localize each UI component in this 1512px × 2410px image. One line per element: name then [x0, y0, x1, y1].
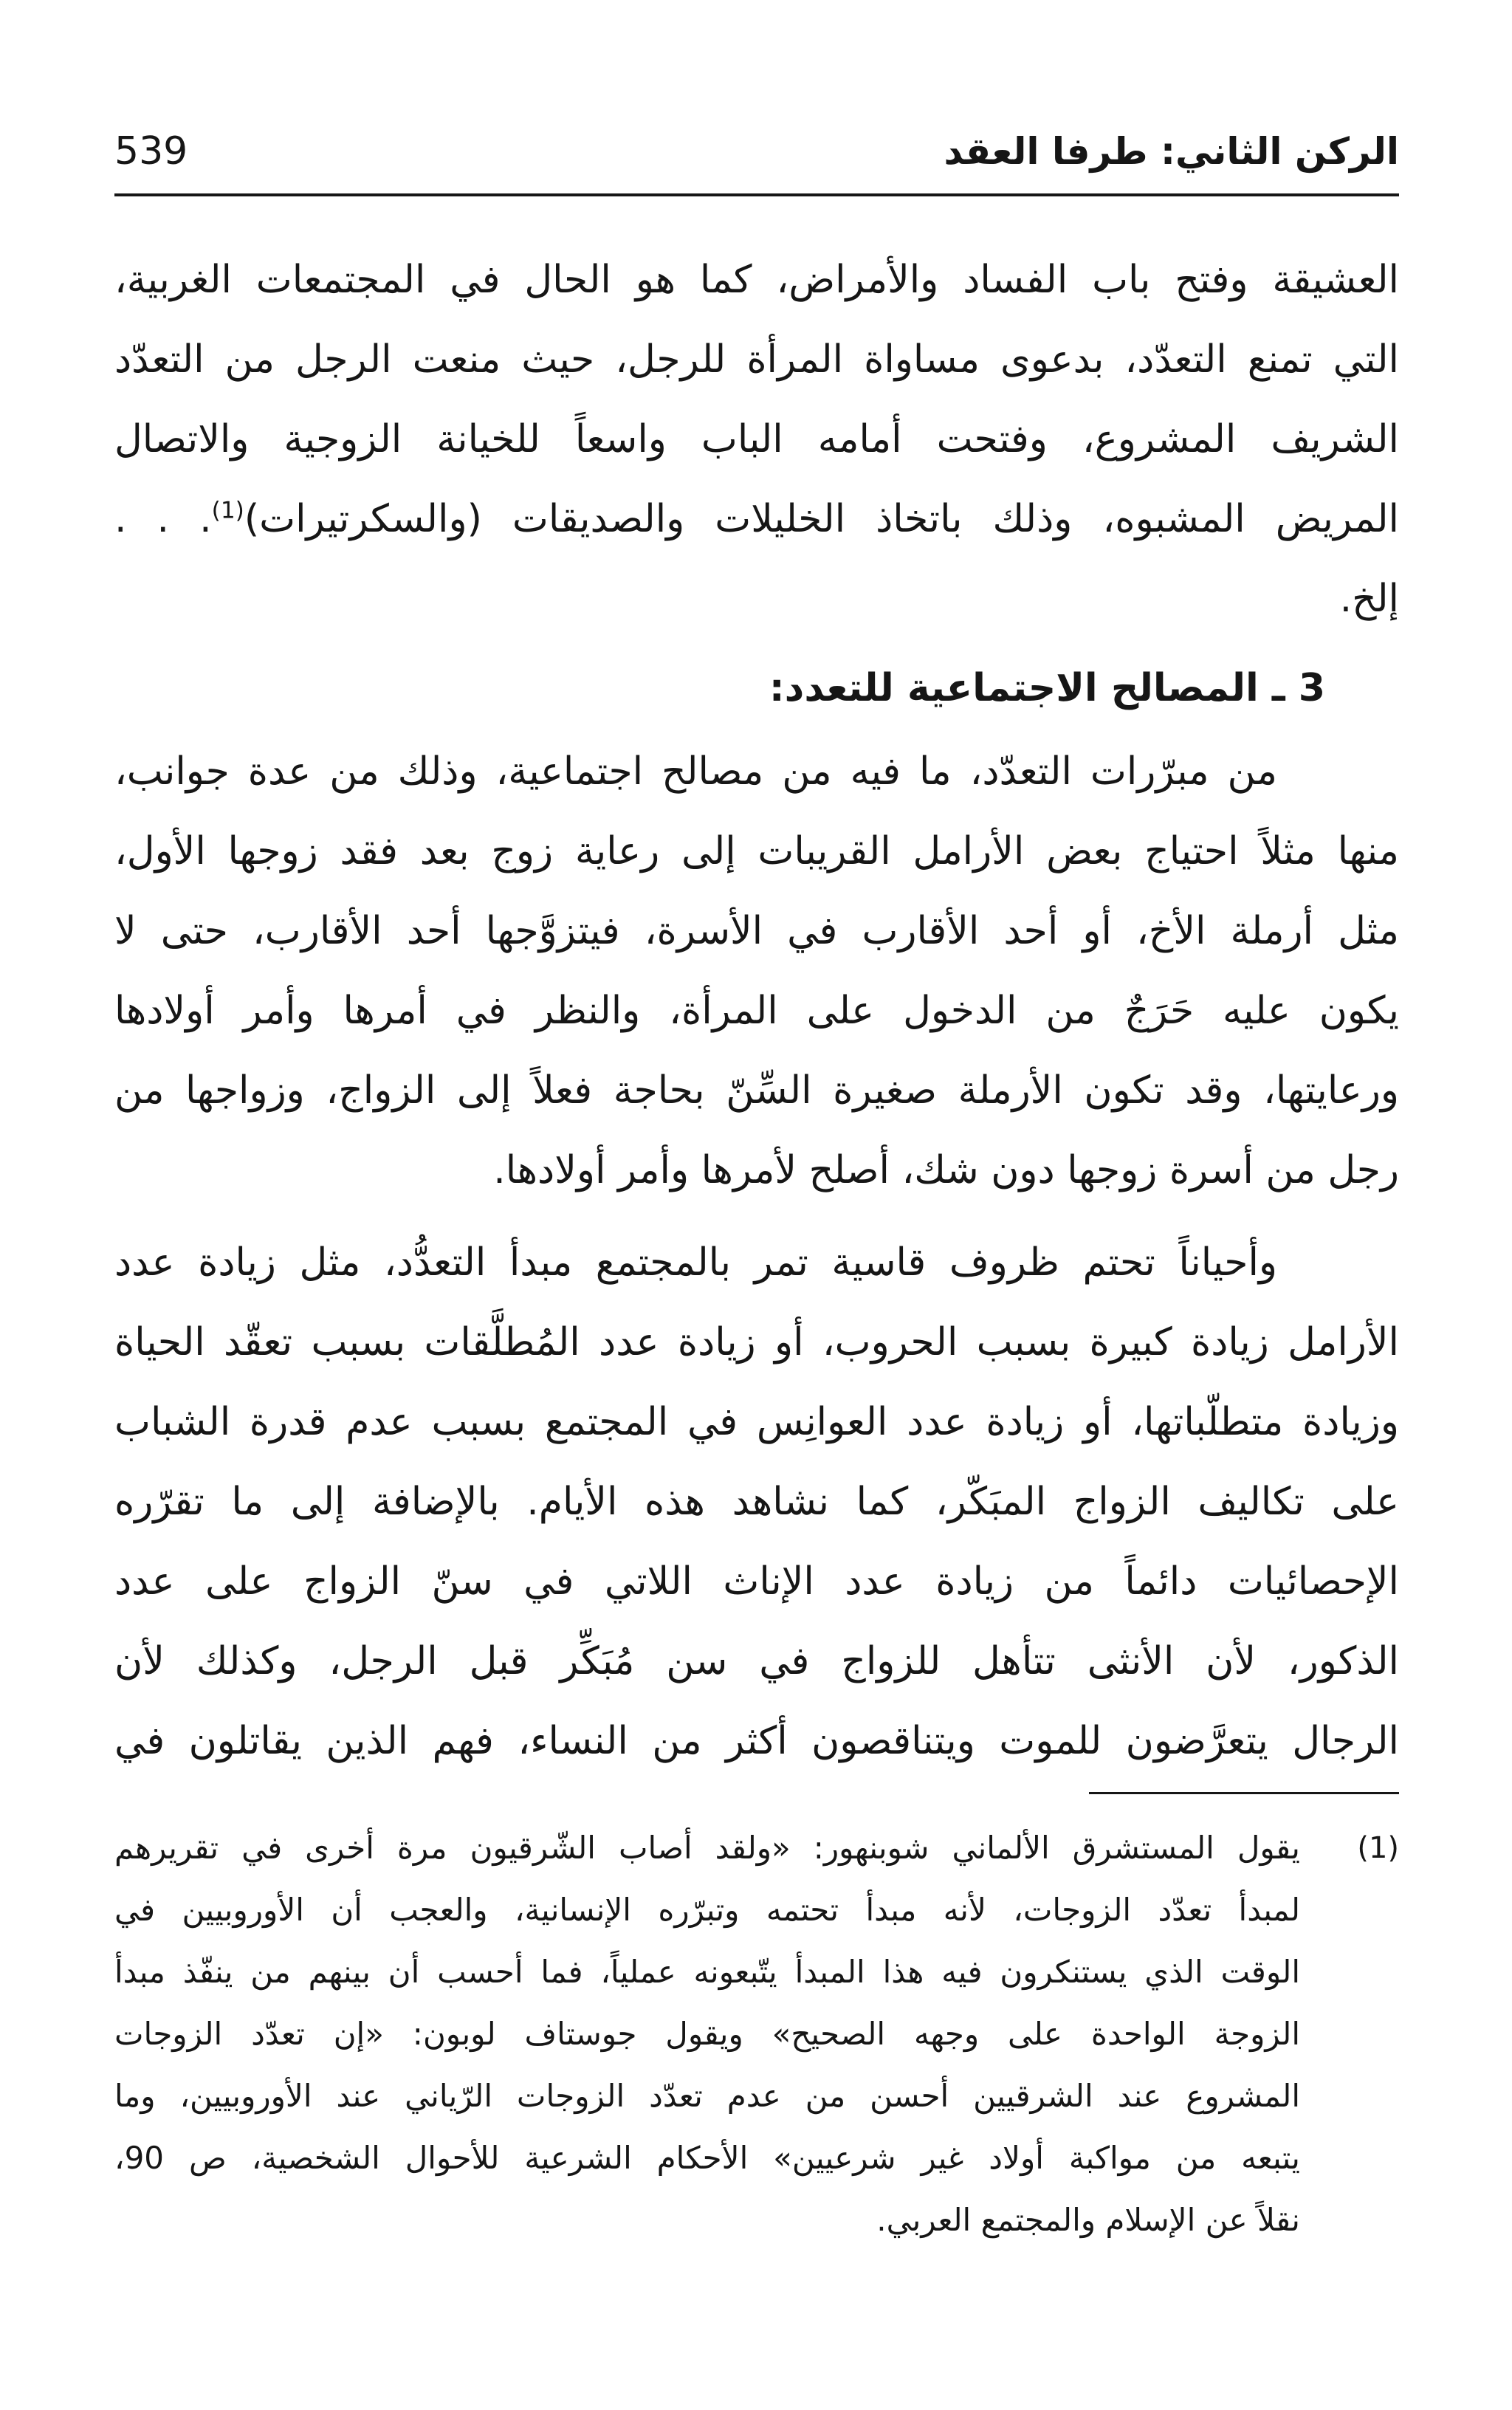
footnote-line: المشروع عند الشرقيين أحسن من عدم تعدّد الزوجات الرّياني عند الأوروبيين، وما: [114, 2078, 1300, 2114]
text-line-segment: المريض المشبوه، وذلك باتخاذ الخليلات والصديقات (والسكرتيرات): [244, 497, 1399, 541]
text-line: الشريف المشروع، وفتحت أمامه الباب واسعاً للخيانة الزوجية والاتصال: [114, 417, 1399, 461]
text-line: التي تمنع التعدّد، بدعوى مساواة المرأة للرجل، حيث منعت الرجل من التعدّد: [114, 337, 1399, 382]
footnote-line: لمبدأ تعدّد الزوجات، لأنه مبدأ تحتمه وتبرّره الإنسانية، والعجب أن الأوروبيين في: [114, 1892, 1300, 1928]
footnote-separator: [1089, 1792, 1399, 1794]
footnote-line: يتبعه من مواكبة أولاد غير شرعيين» الأحكام الشرعية للأحوال الشخصية، ص 90،: [114, 2140, 1300, 2176]
paragraph-3: [114, 1223, 1399, 1781]
footnote: [114, 1817, 1300, 2251]
text-line: يكون عليه حَرَجٌ من الدخول على المرأة، والنظر في أمرها وأمر أولادها: [114, 989, 1399, 1033]
page-number: 539: [114, 129, 188, 174]
text-line: الأرامل زيادة كبيرة بسبب الحروب، أو زيادة عدد المُطلَّقات بسبب تعقّد الحياة: [114, 1320, 1399, 1364]
text-line-segment: . . .: [114, 497, 212, 541]
section-heading: 3 ـ المصالح الاجتماعية للتعدد:: [769, 666, 1325, 710]
text-line: الذكور، لأن الأنثى تتأهل للزواج في سن مُبَكِّر قبل الرجل، وكذلك لأن: [114, 1639, 1399, 1683]
text-line: منها مثلاً احتياج بعض الأرامل القريبات إلى رعاية زوج بعد فقد زوجها الأول،: [114, 829, 1399, 873]
footnote-marker: (1): [1357, 1831, 1399, 1865]
text-line: الرجال يتعرَّضون للموت ويتناقصون أكثر من النساء، فهم الذين يقاتلون في: [114, 1719, 1399, 1763]
text-line: [114, 479, 1399, 559]
footnote-line: الوقت الذي يستنكرون فيه هذا المبدأ يتّبعونه عملياً، فما أحسب أن بينهم من ينفّذ مبدأ: [114, 1954, 1300, 1990]
text-line: إلخ.: [1339, 577, 1399, 621]
text-line: رجل من أسرة زوجها دون شك، أصلح لأمرها وأمر أولادها.: [493, 1148, 1399, 1192]
text-line: وزيادة متطلّباتها، أو زيادة عدد العوانِس في المجتمع بسبب عدم قدرة الشباب: [114, 1400, 1399, 1444]
text-line: ورعايتها، وقد تكون الأرملة صغيرة السِّنّ بحاجة فعلاً إلى الزواج، وزواجها من: [114, 1068, 1399, 1113]
footnote-line: نقلاً عن الإسلام والمجتمع العربي.: [876, 2202, 1300, 2238]
header-rule: [114, 193, 1399, 196]
text-line: من مبرّرات التعدّد، ما فيه من مصالح اجتماعية، وذلك من عدة جوانب،: [114, 749, 1277, 794]
footnote-reference: (1): [211, 497, 244, 524]
running-header-title: الركن الثاني: طرفا العقد: [944, 130, 1399, 173]
text-line: الإحصائيات دائماً من زيادة عدد الإناث اللاتي في سنّ الزواج على عدد: [114, 1559, 1399, 1604]
footnote-line: الزوجة الواحدة على وجهه الصحيح» ويقول جوستاف لوبون: «إن تعدّد الزوجات: [114, 2016, 1300, 2052]
paragraph-1: [114, 240, 1399, 639]
text-line: العشيقة وفتح باب الفساد والأمراض، كما هو الحال في المجتمعات الغربية،: [114, 258, 1399, 302]
text-line: مثل أرملة الأخ، أو أحد الأقارب في الأسرة، فيتزوَّجها أحد الأقارب، حتى لا: [114, 909, 1399, 953]
text-line: وأحياناً تحتم ظروف قاسية تمر بالمجتمع مبدأ التعدُّد، مثل زيادة عدد: [114, 1240, 1277, 1285]
text-line: على تكاليف الزواج المبَكّر، كما نشاهد هذه الأيام. بالإضافة إلى ما تقرّره: [114, 1480, 1399, 1524]
paragraph-2: [114, 732, 1399, 1210]
footnote-line: يقول المستشرق الألماني شوبنهور: «ولقد أصاب الشّرقيون مرة أخرى في تقريرهم: [114, 1830, 1300, 1866]
